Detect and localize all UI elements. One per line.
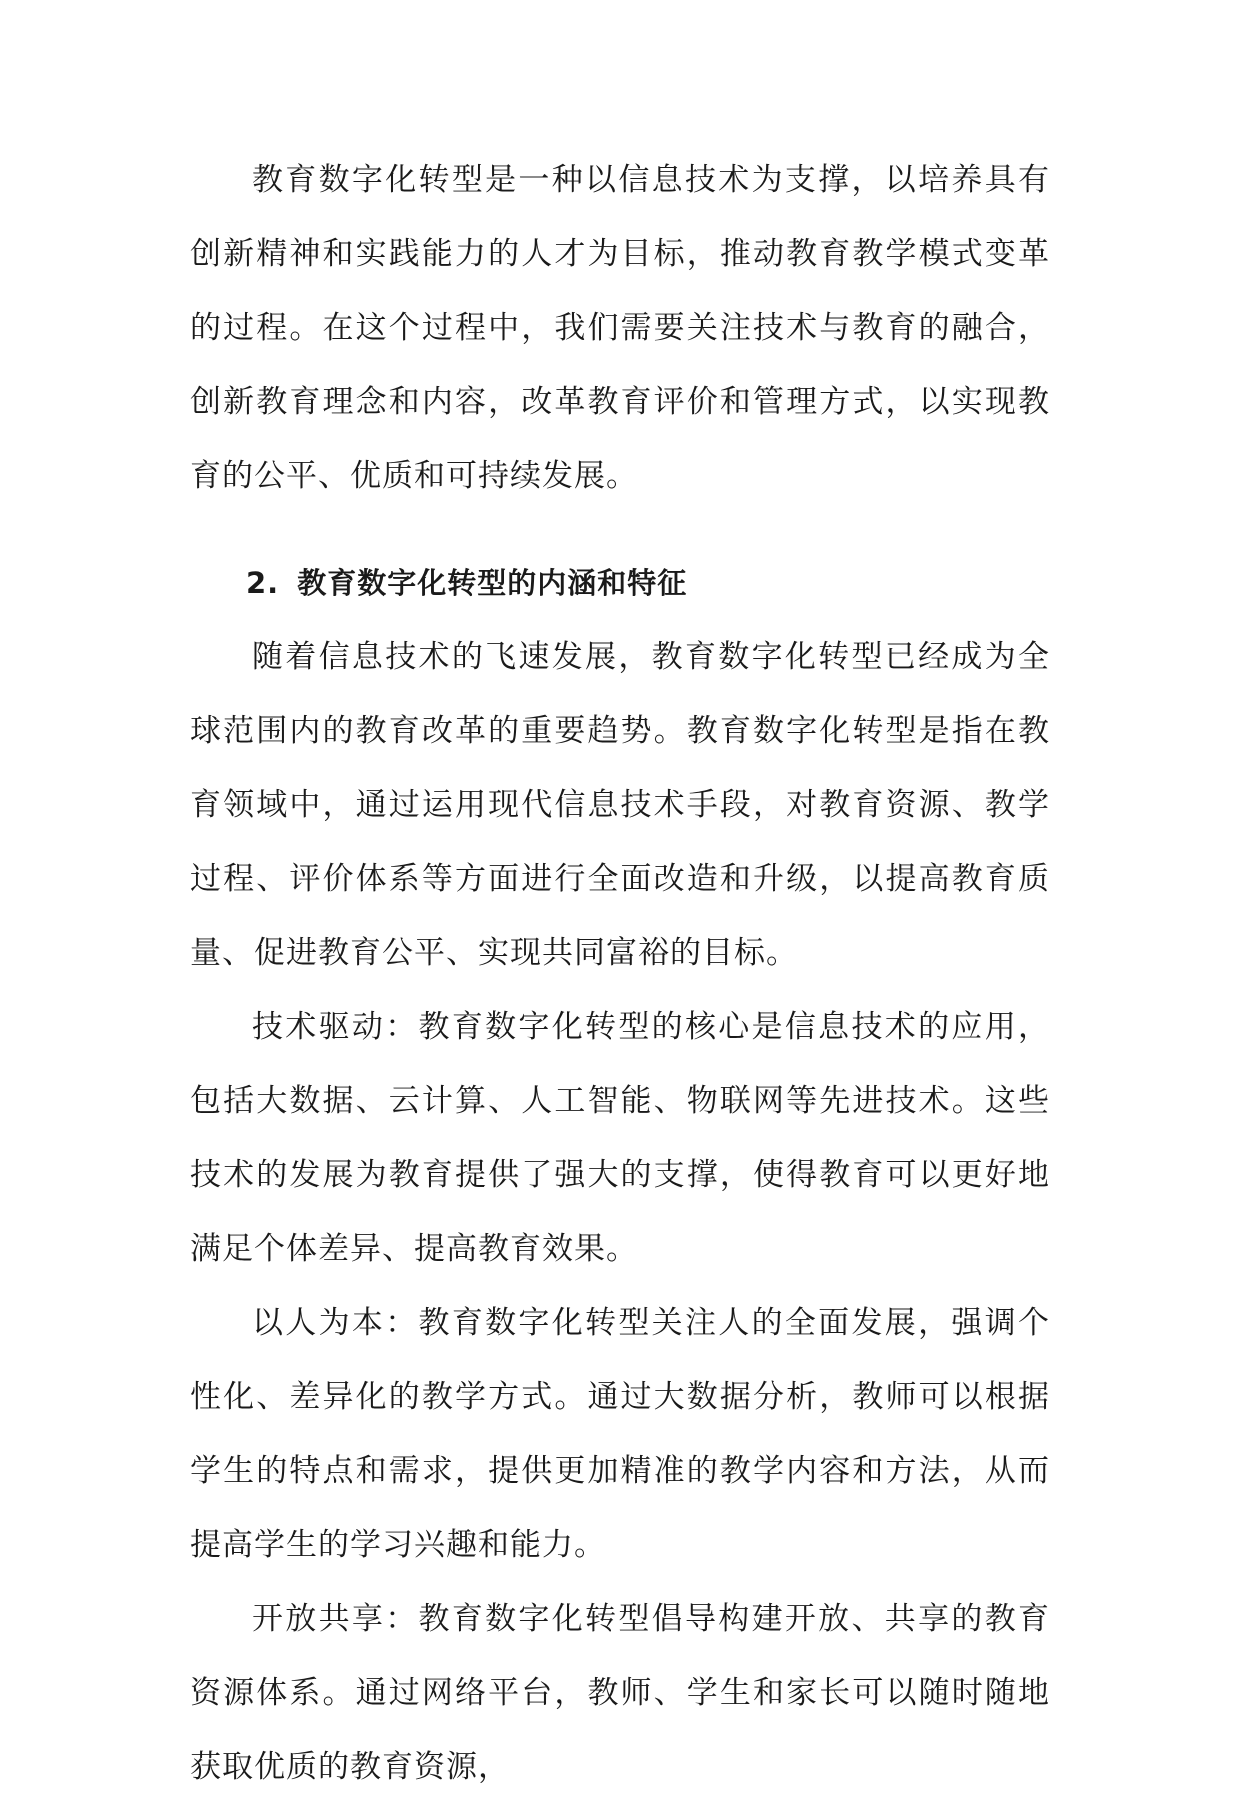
document-body [190, 143, 1050, 1804]
body-paragraph: 技术驱动：教育数字化转型的核心是信息技术的应用，包括大数据、云计算、人工智能、物联网等先进技术。这些技术的发展为教育提供了强大的支撑，使得教育可以更好地满足个体差异、提高教育效果。 [190, 1009, 1050, 1267]
body-paragraph: 以人为本：教育数字化转型关注人的全面发展，强调个性化、差异化的教学方式。通过大数据分析，教师可以根据学生的特点和需求，提供更加精准的教学内容和方法，从而提高学生的学习兴趣和能力。 [190, 1305, 1050, 1563]
body-paragraph: 随着信息技术的飞速发展，教育数字化转型已经成为全球范围内的教育改革的重要趋势。教育数字化转型是指在教育领域中，通过运用现代信息技术手段，对教育资源、教学过程、评价体系等方面进行全面改造和升级，以提高教育质量、促进教育公平、实现共同富裕的目标。 [190, 639, 1050, 971]
section-title: 教育数字化转型的内涵和特征 [297, 566, 688, 600]
section-number: 2. [246, 566, 280, 600]
section-heading [190, 546, 1050, 620]
body-paragraph: 开放共享：教育数字化转型倡导构建开放、共享的教育资源体系。通过网络平台，教师、学生和家长可以随时随地获取优质的教育资源， [190, 1601, 1050, 1785]
intro-paragraph: 教育数字化转型是一种以信息技术为支撑，以培养具有创新精神和实践能力的人才为目标，推动教育教学模式变革的过程。在这个过程中，我们需要关注技术与教育的融合，创新教育理念和内容，改革教育评价和管理方式，以实现教育的公平、优质和可持续发展。 [190, 162, 1050, 494]
